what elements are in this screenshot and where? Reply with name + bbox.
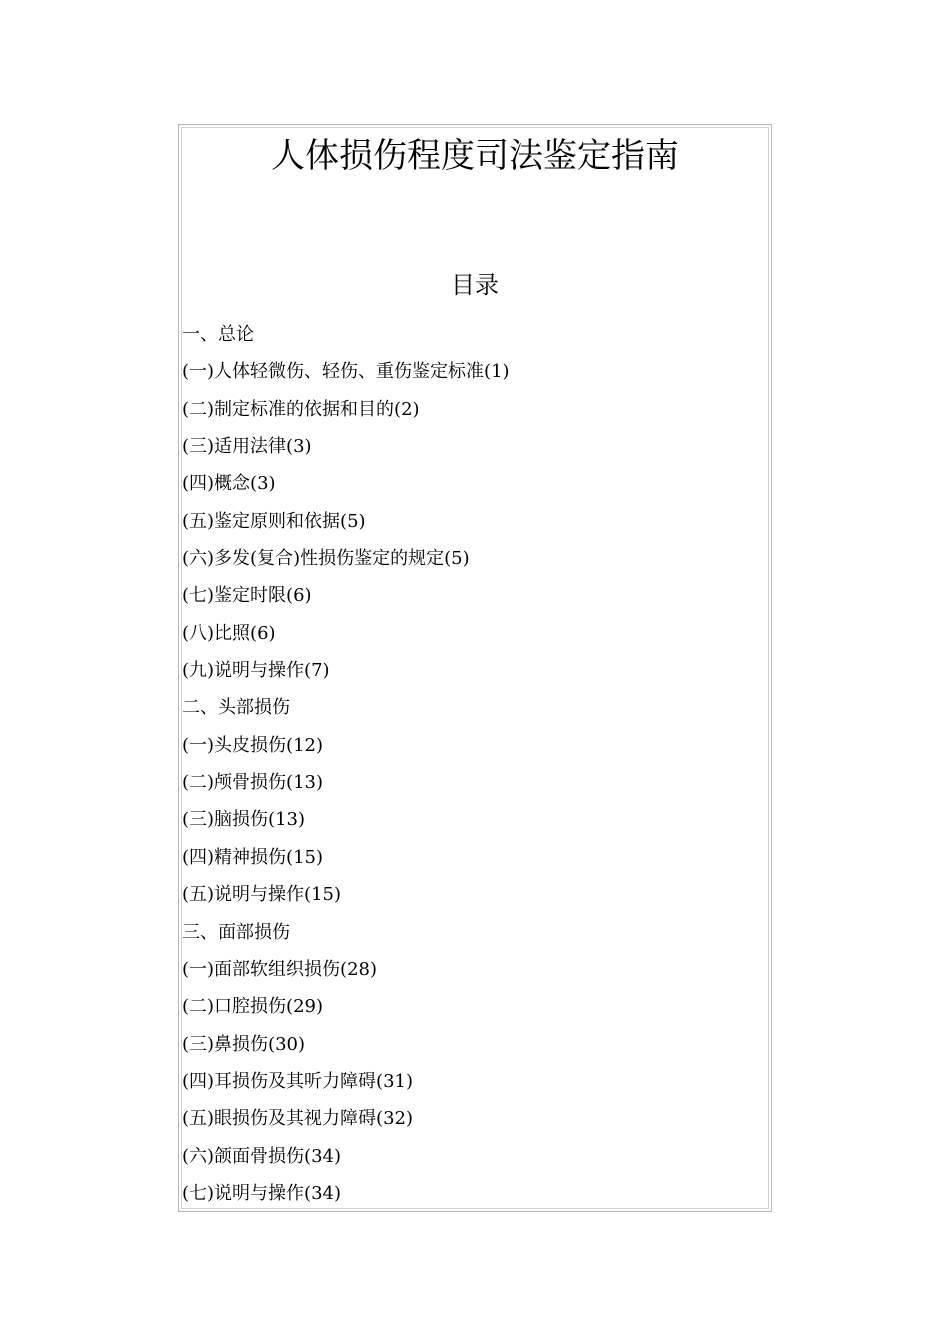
toc-entry[interactable]: (五)眼损伤及其视力障碍(32) — [182, 1108, 413, 1130]
toc-heading: 目录 — [451, 271, 499, 299]
toc-entry[interactable]: (一)面部软组织损伤(28) — [182, 958, 377, 980]
toc-entry[interactable]: (五)鉴定原则和依据(5) — [182, 510, 366, 532]
document-title: 人体损伤程度司法鉴定指南 — [271, 136, 679, 176]
toc-entry[interactable]: (二)颅骨损伤(13) — [182, 772, 323, 794]
toc-entry[interactable]: (六)颌面骨损伤(34) — [182, 1145, 341, 1167]
toc-entry[interactable]: (五)说明与操作(15) — [182, 884, 341, 906]
toc-section-head-injury[interactable]: 二、头部损伤 — [182, 697, 290, 719]
toc-entry[interactable]: (六)多发(复合)性损伤鉴定的规定(5) — [182, 548, 470, 570]
toc-entry[interactable]: (七)鉴定时限(6) — [182, 585, 312, 607]
toc-entry[interactable]: (七)说明与操作(34) — [182, 1182, 341, 1204]
toc-entry[interactable]: (一)人体轻微伤、轻伤、重伤鉴定标准(1) — [182, 361, 510, 383]
toc-entry[interactable]: (四)概念(3) — [182, 473, 276, 495]
table-of-contents — [182, 316, 768, 1212]
toc-entry[interactable]: (八)比照(6) — [182, 622, 276, 644]
toc-entry[interactable]: (三)鼻损伤(30) — [182, 1033, 305, 1055]
toc-entry[interactable]: (三)脑损伤(13) — [182, 809, 305, 831]
toc-entry[interactable]: (三)适用法律(3) — [182, 436, 312, 458]
toc-entry[interactable]: (四)耳损伤及其听力障碍(31) — [182, 1070, 413, 1092]
toc-entry[interactable]: (二)制定标准的依据和目的(2) — [182, 398, 420, 420]
toc-entry[interactable]: (四)精神损伤(15) — [182, 846, 323, 868]
toc-section-face-injury[interactable]: 三、面部损伤 — [182, 921, 290, 943]
toc-entry[interactable]: (九)说明与操作(7) — [182, 660, 330, 682]
toc-entry[interactable]: (一)头皮损伤(12) — [182, 734, 323, 756]
toc-section-general[interactable]: 一、总论 — [182, 324, 254, 345]
toc-entry[interactable]: (二)口腔损伤(29) — [182, 996, 323, 1018]
